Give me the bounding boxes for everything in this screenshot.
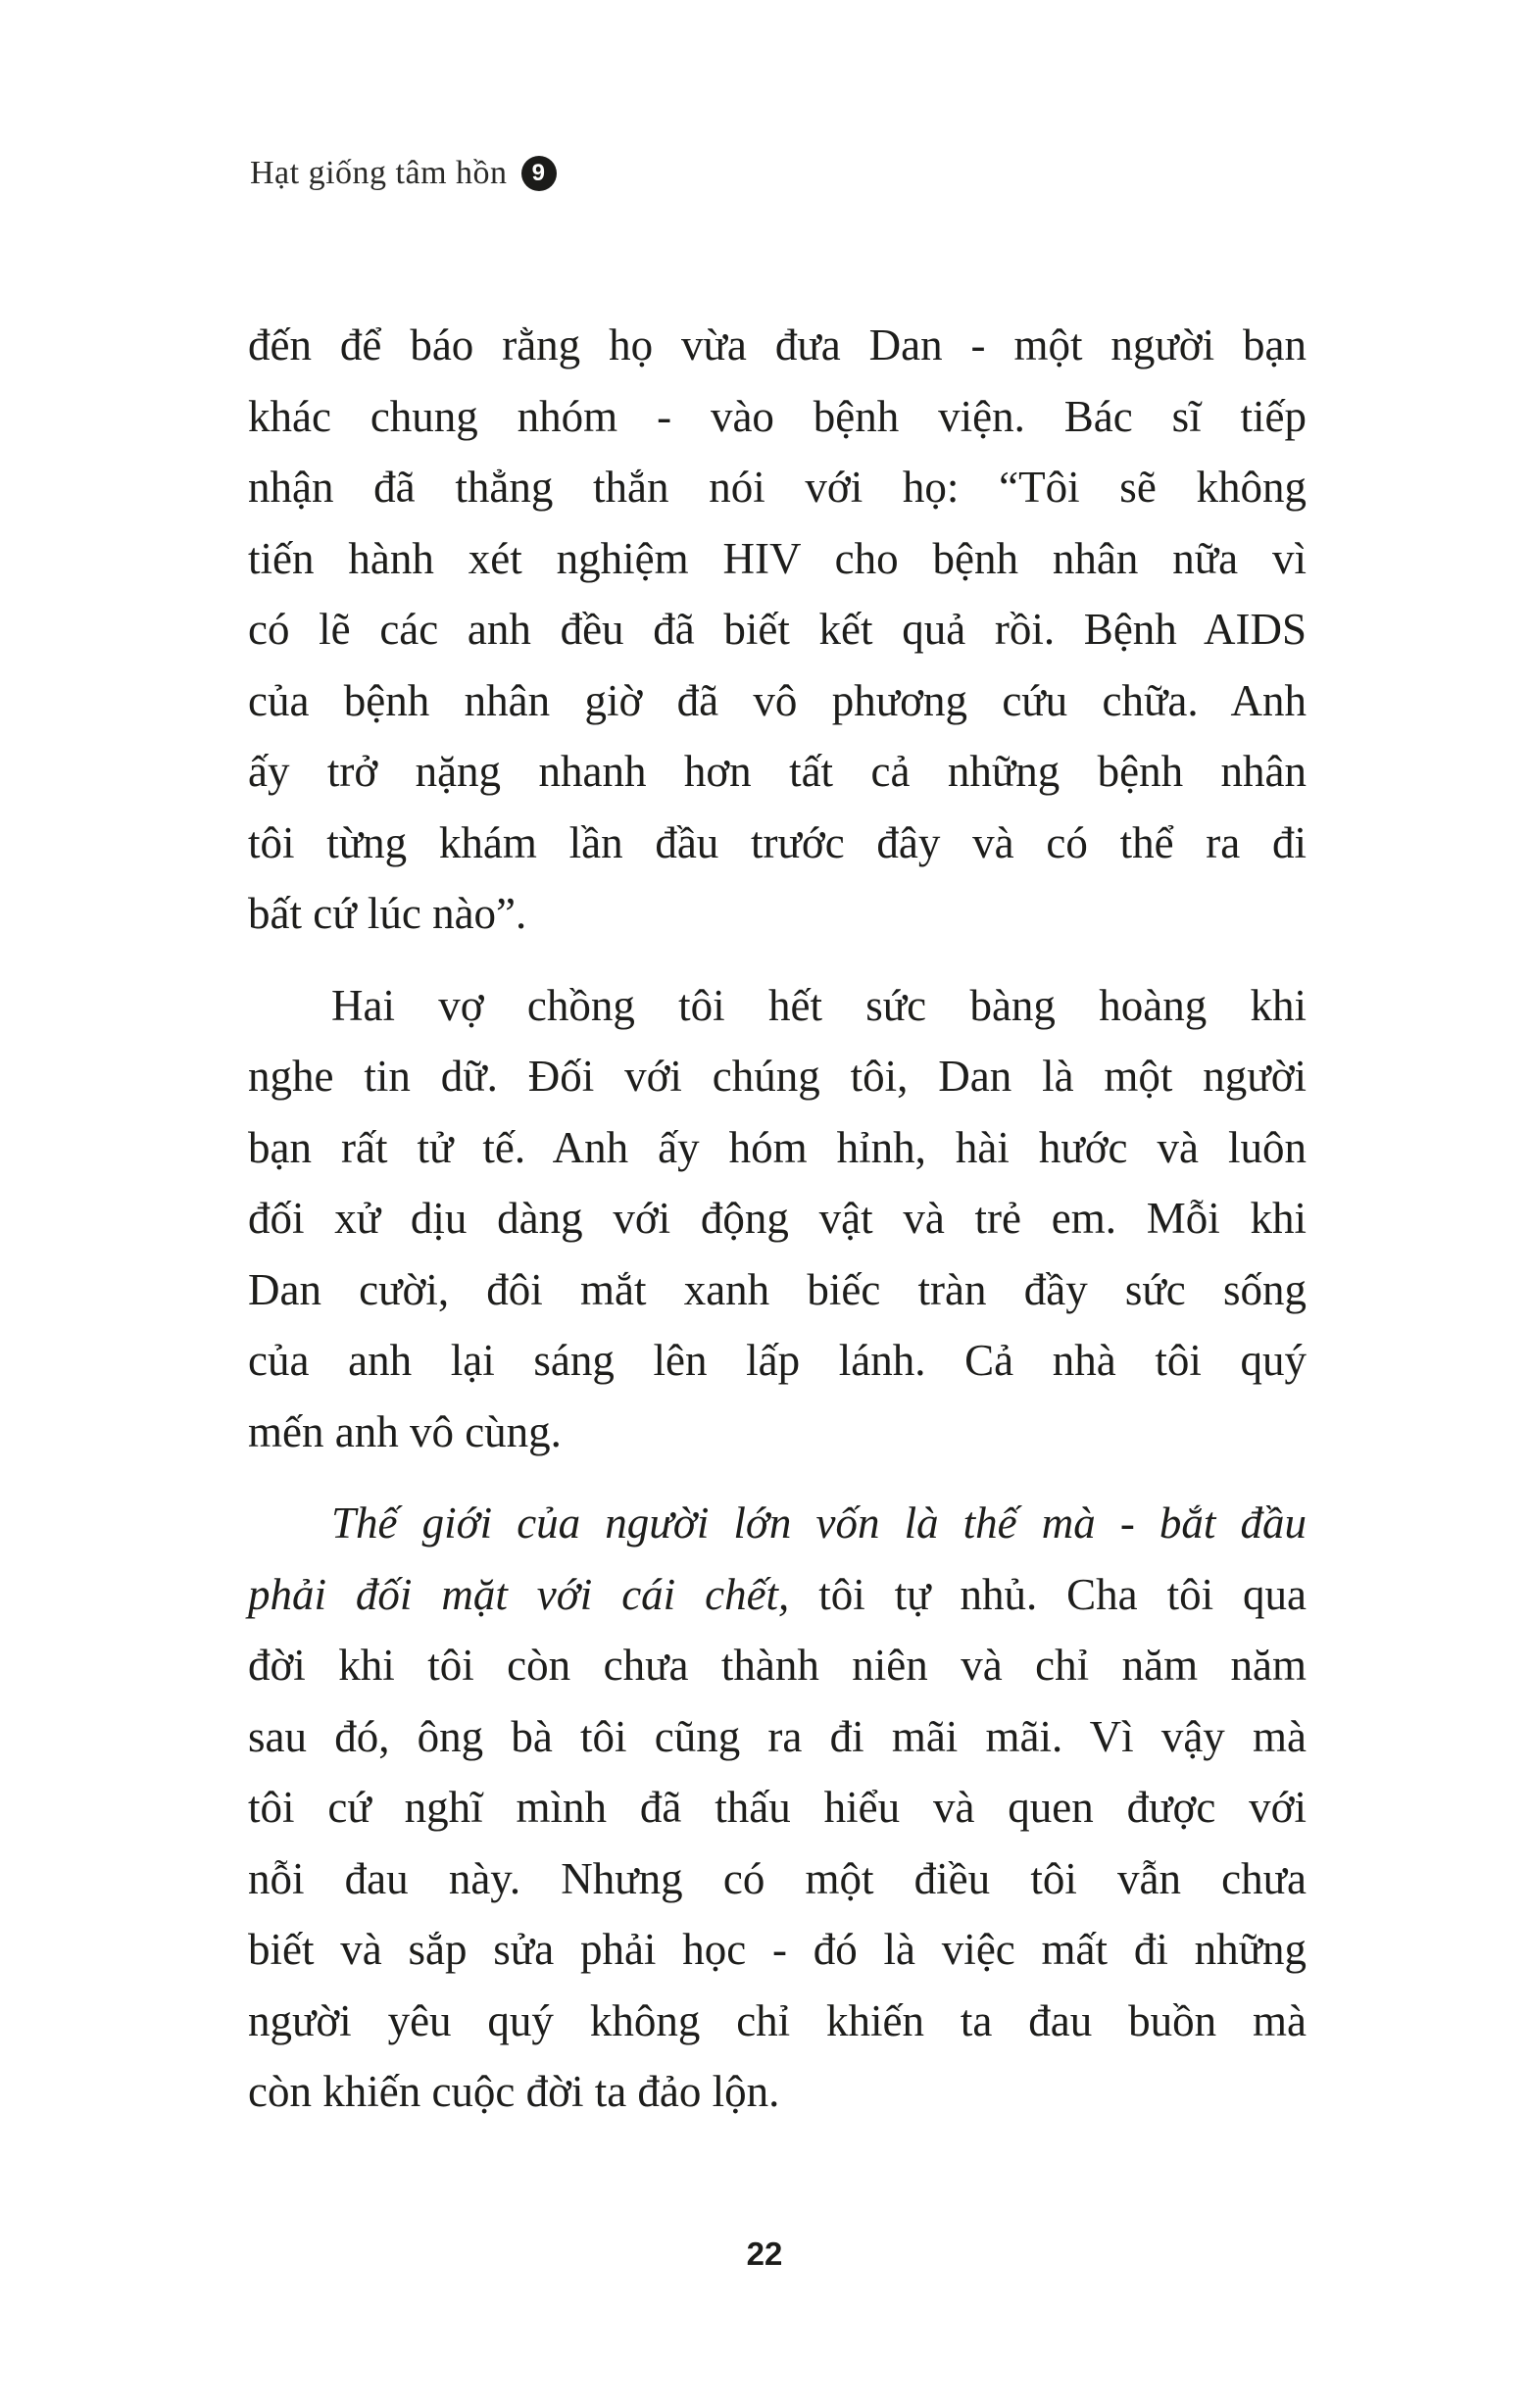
text-segment: Dan cười, đôi mắt xanh biếc tràn đầy sức sống (248, 1264, 1307, 1314)
text-segment: bất cứ lúc nào”. (248, 889, 527, 938)
volume-badge (521, 156, 557, 191)
paragraph (248, 1488, 1307, 2128)
text-segment: có lẽ các anh đều đã biết kết quả rồi. Bệnh AIDS (248, 605, 1307, 654)
text-segment: nhận đã thẳng thắn nói với họ: “Tôi sẽ không (248, 463, 1307, 512)
text-segment: khác chung nhóm - vào bệnh viện. Bác sĩ tiếp (248, 391, 1307, 441)
text-line (248, 1559, 1307, 1631)
paragraph (248, 970, 1307, 1468)
text-segment: tôi cứ nghĩ mình đã thấu hiểu và quen được với (248, 1783, 1307, 1832)
text-line (248, 1112, 1307, 1184)
text-line (248, 1397, 1307, 1468)
text-segment: ấy trở nặng nhanh hơn tất cả những bệnh nhân (248, 747, 1307, 796)
text-line (248, 1772, 1307, 1843)
italic-text-segment: Thế giới của người lớn vốn là thế mà - bắt đầu (331, 1499, 1307, 1548)
text-line (248, 1914, 1307, 1986)
text-line (248, 736, 1307, 808)
text-line (248, 1041, 1307, 1112)
italic-text-segment: phải đối mặt với cái chết, (248, 1569, 790, 1619)
running-header (250, 155, 557, 192)
text-segment: đời khi tôi còn chưa thành niên và chỉ năm năm (248, 1641, 1307, 1690)
text-line (248, 1701, 1307, 1773)
text-line (248, 878, 1307, 950)
text-segment: tiến hành xét nghiệm HIV cho bệnh nhân nữa vì (248, 533, 1307, 583)
text-line (248, 1254, 1307, 1326)
text-line (248, 665, 1307, 737)
text-line (248, 2056, 1307, 2128)
text-line (248, 808, 1307, 879)
text-segment: tôi từng khám lần đầu trước đây và có thể ra đi (248, 817, 1307, 867)
text-segment: còn khiến cuộc đời ta đảo lộn. (248, 2067, 780, 2116)
text-line (248, 970, 1307, 1042)
text-line (248, 1325, 1307, 1397)
volume-number: 9 (531, 160, 546, 186)
text-segment: của bệnh nhân giờ đã vô phương cứu chữa. Anh (248, 675, 1307, 725)
text-segment: mến anh vô cùng. (248, 1406, 562, 1456)
text-line (248, 1843, 1307, 1915)
text-segment: người yêu quý không chỉ khiến ta đau buồn mà (248, 1995, 1307, 2045)
text-segment: của anh lại sáng lên lấp lánh. Cả nhà tôi quý (248, 1336, 1307, 1385)
text-line (248, 523, 1307, 595)
text-line (248, 1183, 1307, 1254)
text-segment: đến để báo rằng họ vừa đưa Dan - một người bạn (248, 320, 1307, 369)
text-segment: sau đó, ông bà tôi cũng ra đi mãi mãi. Vì vậy mà (248, 1711, 1307, 1761)
text-line (248, 452, 1307, 523)
text-segment: Hai vợ chồng tôi hết sức bàng hoàng khi (331, 980, 1307, 1030)
text-line (248, 1986, 1307, 2057)
text-segment: tôi tự nhủ. Cha tôi qua (789, 1569, 1307, 1619)
text-line (248, 381, 1307, 453)
text-segment: đối xử dịu dàng với động vật và trẻ em. Mỗi khi (248, 1194, 1307, 1243)
text-line (248, 1488, 1307, 1559)
text-segment: biết và sắp sửa phải học - đó là việc mất đi những (248, 1925, 1307, 1974)
text-segment: bạn rất tử tế. Anh ấy hóm hỉnh, hài hước và luôn (248, 1122, 1307, 1172)
body-text (248, 310, 1307, 2128)
page-number: 22 (746, 2236, 783, 2272)
text-segment: nỗi đau này. Nhưng có một điều tôi vẫn chưa (248, 1853, 1307, 1903)
text-segment: nghe tin dữ. Đối với chúng tôi, Dan là một người (248, 1052, 1307, 1101)
text-line (248, 1630, 1307, 1701)
book-title: Hạt giống tâm hồn (250, 155, 508, 191)
paragraph (248, 310, 1307, 950)
text-line (248, 310, 1307, 381)
text-line (248, 594, 1307, 665)
